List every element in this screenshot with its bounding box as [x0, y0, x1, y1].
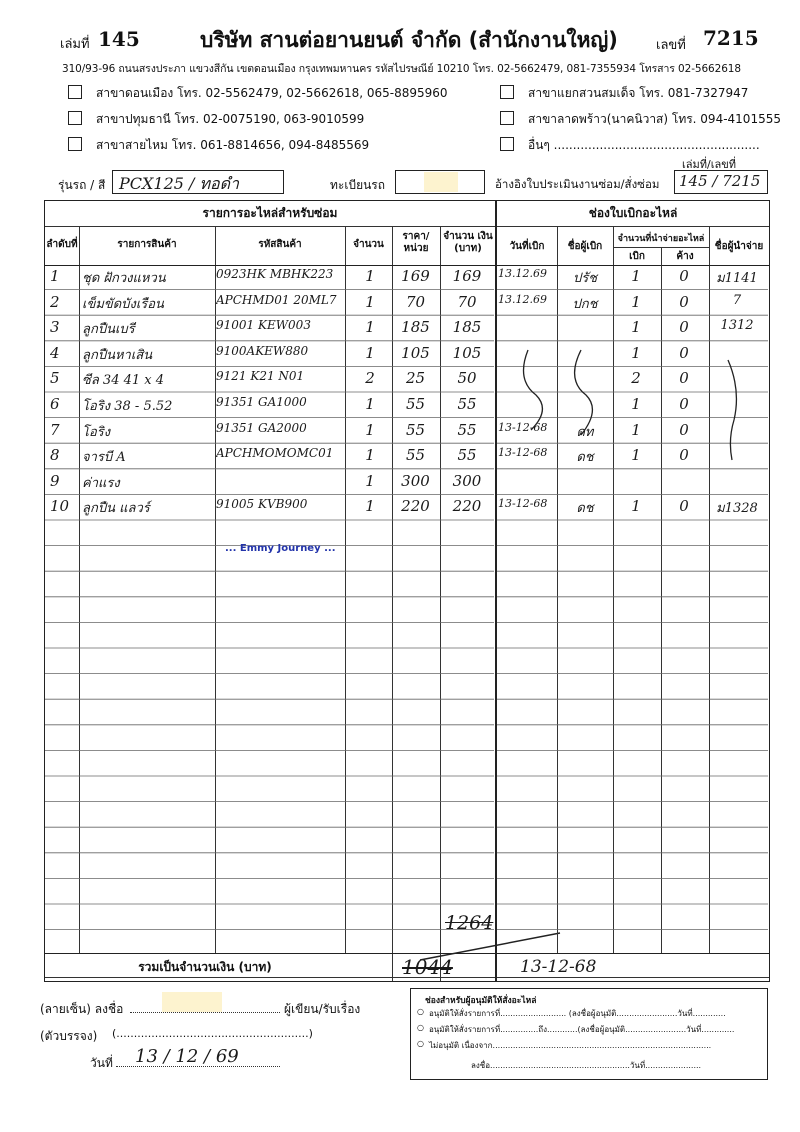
row-pending: 0 — [679, 292, 689, 311]
ref-value: 145 / 7215 — [679, 172, 761, 190]
row-pending: 0 — [679, 343, 689, 362]
row-amount: 55 — [457, 446, 477, 465]
total-note: 13-12-68 — [520, 957, 597, 977]
row-amount: 169 — [452, 267, 482, 285]
row-code: APCHMD01 20ML7 — [216, 292, 337, 307]
branch-checkbox-6[interactable] — [500, 137, 514, 151]
row-amount: 55 — [457, 420, 477, 439]
branch-label: สาขาสายไหม โทร. 061-8814656, 094-8485569 — [96, 138, 370, 152]
redaction — [424, 172, 458, 192]
row-no: 5 — [50, 369, 60, 388]
row-code: 91001 KEW003 — [216, 318, 311, 333]
branch-checkbox-1[interactable] — [68, 85, 82, 99]
row-withdraw: 1 — [631, 267, 641, 285]
col-qty: จำนวน — [353, 239, 384, 250]
row-qty: 1 — [365, 292, 375, 311]
watermark: ... Emmy Journey ... — [225, 543, 336, 554]
print-label: (ตัวบรรจง) — [40, 1029, 98, 1043]
row-no: 2 — [50, 292, 60, 311]
col-price: ราคา/ หน่วย — [402, 231, 430, 254]
row-pending: 0 — [679, 369, 689, 388]
row-req-date: 13-12-68 — [498, 420, 548, 434]
row-price: 105 — [401, 343, 430, 362]
row-qty: 1 — [365, 471, 375, 490]
row-pending: 0 — [679, 420, 689, 439]
row-withdraw: 1 — [631, 343, 641, 362]
row-price: 300 — [401, 471, 430, 490]
row-no: 10 — [50, 497, 70, 516]
row-item: ชุด ฝักวงแหวน — [82, 271, 166, 286]
model-value: PCX125 / ทอดำ — [119, 174, 240, 193]
row-issuer: 1312 — [720, 318, 754, 334]
row-amount: 50 — [457, 369, 477, 388]
row-issuer: 7 — [732, 292, 742, 308]
row-item: ลูกปืนเบรี — [82, 322, 135, 338]
row-item: ลูกปืน แลวร์ — [82, 501, 150, 517]
row-withdraw: 2 — [631, 369, 641, 388]
row-pending: 0 — [679, 446, 689, 465]
row-req-date: 13.12.69 — [498, 267, 547, 280]
row-code: 0923HK MBHK223 — [216, 267, 334, 281]
col-amount: จำนวน เงิน (บาท) — [443, 231, 493, 254]
branch-label: สาขาลาดพร้าว(นาคนิวาส) โทร. 094-4101555 — [528, 112, 781, 126]
row-withdraw: 1 — [631, 292, 641, 311]
approval-line-1[interactable]: อนุมัติให้สั่งรายการที่.......................... (ลงชื่อผู้อนุมัติ........................วันที่............. — [429, 1009, 726, 1018]
row-req-date: 13-12-68 — [498, 497, 548, 511]
row-code: APCHMOMOMC01 — [216, 446, 334, 461]
total-struck: 1264 — [445, 912, 494, 934]
row-price: 220 — [401, 497, 430, 516]
col-item: รายการสินค้า — [117, 239, 177, 250]
row-pending: 0 — [679, 267, 689, 285]
row-code: 91351 GA2000 — [216, 420, 307, 435]
branch-label: สาขาดอนเมือง โทร. 02-5562479, 02-5662618, 065-8895960 — [96, 86, 448, 100]
col-issuer: ชื่อผู้นำจ่าย — [714, 241, 764, 252]
row-req-date: 13.12.69 — [498, 292, 547, 306]
row-withdraw: 1 — [631, 446, 641, 465]
row-qty: 1 — [365, 318, 375, 337]
row-requester: ดช — [576, 450, 594, 466]
ref-label: อ้างอิงใบประเมินงานซ่อม/สั่งซ่อม — [495, 177, 660, 191]
row-code: 9121 K21 N01 — [216, 369, 305, 384]
row-no: 4 — [50, 343, 60, 362]
row-requester: ปรัช — [572, 271, 598, 286]
row-no: 8 — [50, 446, 60, 465]
writer-label: ผู้เขียน/รับเรื่อง — [284, 1002, 361, 1016]
row-pending: 0 — [679, 497, 689, 516]
row-item: ค่าแรง — [82, 475, 120, 491]
branch-label: สาขาปทุมธานี โทร. 02-0075190, 063-9010599 — [96, 112, 365, 126]
branch-checkbox-5[interactable] — [500, 111, 514, 125]
row-item: ลูกปืนหาเสิน — [82, 347, 153, 363]
row-qty: 1 — [365, 267, 375, 285]
req-table-title: ช่องใบเบิกอะไหล่ — [588, 206, 678, 220]
row-withdraw: 1 — [631, 395, 641, 413]
reg-field[interactable] — [395, 170, 485, 194]
row-req-date: 13-12-68 — [498, 446, 548, 460]
row-no: 6 — [50, 395, 60, 413]
date-label: วันที่ — [90, 1056, 113, 1070]
col-no: ลำดับที่ — [46, 239, 78, 250]
approval-line-3[interactable]: ไม่อนุมัติ เนื่องจาก...................................................................................... — [429, 1041, 712, 1050]
row-amount: 185 — [452, 318, 482, 337]
sign-line[interactable] — [130, 1012, 280, 1013]
approval-line-4[interactable]: ลงชื่อ.......................................................วันที่...................... — [471, 1061, 702, 1070]
row-price: 169 — [401, 267, 430, 285]
row-pending: 0 — [679, 395, 689, 413]
row-amount: 300 — [452, 471, 482, 490]
row-withdraw: 1 — [631, 318, 641, 337]
branch-checkbox-4[interactable] — [500, 85, 514, 99]
model-field[interactable] — [112, 170, 284, 194]
col-withdraw: เบิก — [629, 251, 645, 262]
doc-number: 7215 — [703, 26, 759, 50]
col-qty-group: จำนวนที่นำจ่ายอะไหล่ — [617, 234, 705, 244]
row-price: 55 — [405, 446, 426, 465]
reg-label: ทะเบียนรถ — [330, 178, 386, 192]
row-issuer: ม1141 — [716, 271, 758, 286]
company-name: บริษัท สานต่อยานยนต์ จำกัด (สำนักงานใหญ่) — [200, 28, 618, 52]
row-issuer: ม1328 — [716, 501, 758, 517]
row-price: 55 — [405, 395, 426, 413]
doc-number-label: เลขที่ — [656, 38, 686, 53]
approval-title: ช่องสำหรับผู้อนุมัติให้สั่งอะไหล่ — [425, 996, 537, 1006]
branch-label: อื่นๆ ...................................................... — [528, 138, 760, 152]
row-item: โอริง — [82, 424, 111, 440]
row-qty: 1 — [365, 446, 375, 465]
model-label: รุ่นรถ / สี — [58, 178, 106, 192]
col-pending: ค้าง — [676, 251, 694, 262]
total-label: รวมเป็นจำนวนเงิน (บาท) — [138, 960, 272, 974]
row-price: 70 — [405, 292, 426, 311]
parts-table-title: รายการอะไหล่สำหรับซ่อม — [202, 206, 338, 220]
row-qty: 1 — [365, 497, 375, 516]
approval-line-2[interactable]: อนุมัติให้สั่งรายการที่...............ถึง............(ลงชื่อผู้อนุมัติ........................วันที่............. — [429, 1025, 735, 1034]
date-value: 13 / 12 / 69 — [135, 1046, 239, 1067]
row-no: 3 — [50, 318, 60, 337]
row-item: โอริง 38 - 5.52 — [82, 399, 173, 414]
row-qty: 1 — [365, 395, 375, 413]
row-requester: ดท — [576, 424, 594, 440]
row-item: ซีล 34 41 x 4 — [82, 373, 165, 389]
row-item: เข็มขัดบังเรือน — [82, 296, 164, 312]
row-code: 91005 KVB900 — [216, 497, 308, 512]
row-requester: ปกช — [572, 296, 598, 312]
row-price: 55 — [405, 420, 426, 439]
row-withdraw: 1 — [631, 497, 641, 516]
row-amount: 220 — [452, 497, 482, 516]
branch-checkbox-2[interactable] — [68, 111, 82, 125]
ref-field[interactable] — [674, 170, 768, 194]
row-qty: 1 — [365, 343, 375, 362]
company-address: 310/93-96 ถนนสรงประภา แขวงสีกัน เขตดอนเมือง กรุงเทพมหานคร รหัสไปรษณีย์ 10210 โทร. 02-5662479, 081-7355934 โทรสาร 02-5662618 — [62, 63, 741, 75]
row-amount: 55 — [457, 395, 477, 413]
row-withdraw: 1 — [631, 420, 641, 439]
row-code: 9100AKEW880 — [216, 343, 309, 358]
branch-label: สาขาแยกสวนสมเด็จ โทร. 081-7327947 — [528, 86, 749, 100]
book-number-label: เล่มที่ — [60, 37, 90, 52]
branch-checkbox-3[interactable] — [68, 137, 82, 151]
row-amount: 105 — [452, 343, 482, 362]
row-amount: 70 — [457, 292, 477, 311]
redaction — [162, 992, 222, 1012]
row-requester: ดช — [576, 501, 594, 517]
approval-box: ช่องสำหรับผู้อนุมัติให้สั่งอะไหล่ ○ อนุมัติให้สั่งรายการที่.......................... (ลงชื่อผู้อนุมัติ........................วันที่............. ○ อนุมัติให้สั่งรายการที่...............ถึง............(ลงชื่อผู้อนุมัติ........................วันที่............. ○ ไม่อนุมัติ เนื่องจาก...................................................................................... ลงชื่อ.......................................................วันที่...................... — [410, 988, 768, 1080]
row-price: 185 — [401, 318, 430, 337]
sign-label: (ลายเซ็น) ลงชื่อ — [40, 1002, 124, 1016]
row-no: 1 — [50, 267, 60, 285]
row-no: 7 — [50, 420, 60, 439]
total-value: 1044 — [402, 955, 453, 979]
row-qty: 1 — [365, 420, 375, 439]
row-qty: 2 — [365, 369, 375, 388]
row-item: จารบี A — [82, 450, 126, 466]
handwritten-strokes — [496, 340, 770, 470]
col-req-date: วันที่เบิก — [509, 241, 545, 252]
row-pending: 0 — [679, 318, 689, 337]
col-requester: ชื่อผู้เบิก — [567, 241, 603, 252]
print-blank[interactable]: (.......................................................) — [112, 1027, 313, 1040]
col-code: รหัสสินค้า — [258, 239, 302, 250]
ref-top-label: เล่มที่/เลขที่ — [682, 158, 736, 171]
row-no: 9 — [50, 471, 60, 490]
row-price: 25 — [405, 369, 426, 388]
book-number: 145 — [98, 27, 140, 51]
row-code: 91351 GA1000 — [216, 395, 307, 409]
